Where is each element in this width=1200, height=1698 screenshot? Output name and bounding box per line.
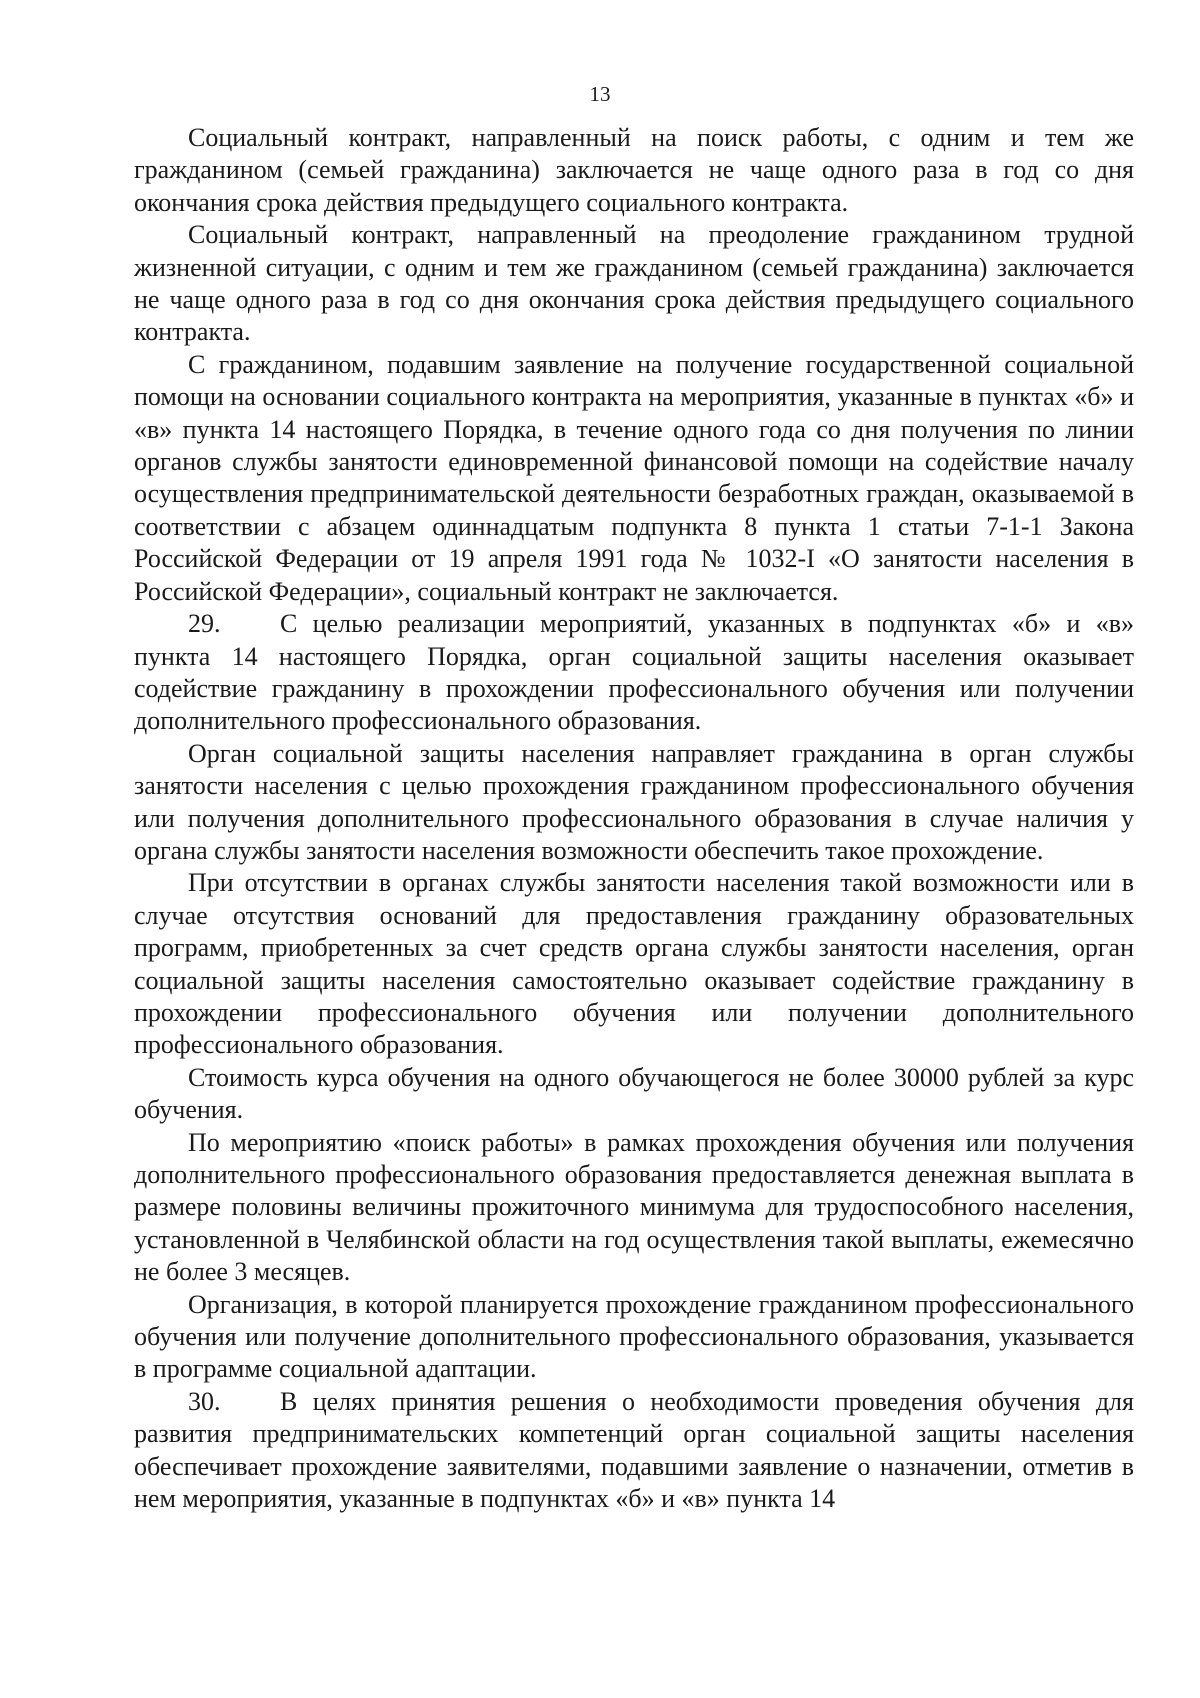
paragraph-text: При отсутствии в органах службы занятости населения такой возможности или в случае отсутствия оснований для предоставления гражданину образовательных программ, приобретенных за счет средств органа службы занятости населения, орган социальной защиты населения самостоятельно оказывает содействие гражданину в прохождении профессионального обучения или получении дополнительного профессионального образования. [134,868,1134,1060]
paragraph [134,122,1134,219]
document-body [134,122,1134,1515]
paragraph [134,867,1134,1061]
paragraph-text: С гражданином, подавшим заявление на получение государственной социальной помощи на основании социального контракта на мероприятия, указанные в пунктах «б» и «в» пункта 14 настоящего Порядка, в течение одного года со дня получения по линии органов службы занятости единовременной финансовой помощи на содействие началу осуществления предпринимательской деятельности безработных граждан, оказываемой в соответствии с абзацем одиннадцатым подпункта 8 пункта 1 статьи 7-1-1 Закона Российской Федерации от 19 апреля 1991 года № 1032-I «О занятости населения в Российской Федерации», социальный контракт не заключается. [134,349,1134,606]
paragraph-text: Стоимость курса обучения на одного обучающегося не более 30000 рублей за курс обучения. [134,1062,1134,1125]
paragraph [134,1127,1134,1289]
numbered-paragraph [134,1386,1134,1516]
paragraph [134,219,1134,349]
paragraph-text: С целью реализации мероприятий, указанных в подпунктах «б» и «в» пункта 14 настоящего Порядка, орган социальной защиты населения оказывает содействие гражданину в прохождении профессионального обучения или получении дополнительного профессионального образования. [134,609,1134,736]
paragraph-number: 30. [188,1386,221,1416]
paragraph [134,738,1134,868]
paragraph-text: Социальный контракт, направленный на преодоление гражданином трудной жизненной ситуации, с одним и тем же гражданином (семьей гражданина) заключается не чаще одного раза в год со дня окончания срока действия предыдущего социального контракта. [134,220,1134,347]
paragraph [134,1289,1134,1386]
numbered-paragraph [134,608,1134,738]
paragraph [134,349,1134,608]
paragraph-text: По мероприятию «поиск работы» в рамках прохождения обучения или получения дополнительного профессионального образования предоставляется денежная выплата в размере половины величины прожиточного минимума для трудоспособного населения, установленной в Челябинской области на год осуществления такой выплаты, ежемесячно не более 3 месяцев. [134,1127,1134,1287]
page-number: 13 [589,82,611,106]
paragraph [134,1062,1134,1127]
paragraph-text: Социальный контракт, направленный на поиск работы, с одним и тем же гражданином (семьей гражданина) заключается не чаще одного раза в год со дня окончания срока действия предыдущего социального контракта. [134,123,1134,217]
paragraph-text: Орган социальной защиты населения направляет гражданина в орган службы занятости населения с целью прохождения гражданином профессионального обучения или получения дополнительного профессионального образования в случае наличия у органа службы занятости населения возможности обеспечить такое прохождение. [134,738,1134,865]
paragraph-number: 29. [188,609,221,639]
paragraph-text: Организация, в которой планируется прохождение гражданином профессионального обучения или получение дополнительного профессионального образования, указывается в программе социальной адаптации. [134,1289,1134,1384]
paragraph-text: В целях принятия решения о необходимости проведения обучения для развития предпринимательских компетенций орган социальной защиты населения обеспечивает прохождение заявителями, подавшими заявление о назначении, отметив в нем мероприятия, указанные в подпунктах «б» и «в» пункта 14 [134,1386,1134,1514]
